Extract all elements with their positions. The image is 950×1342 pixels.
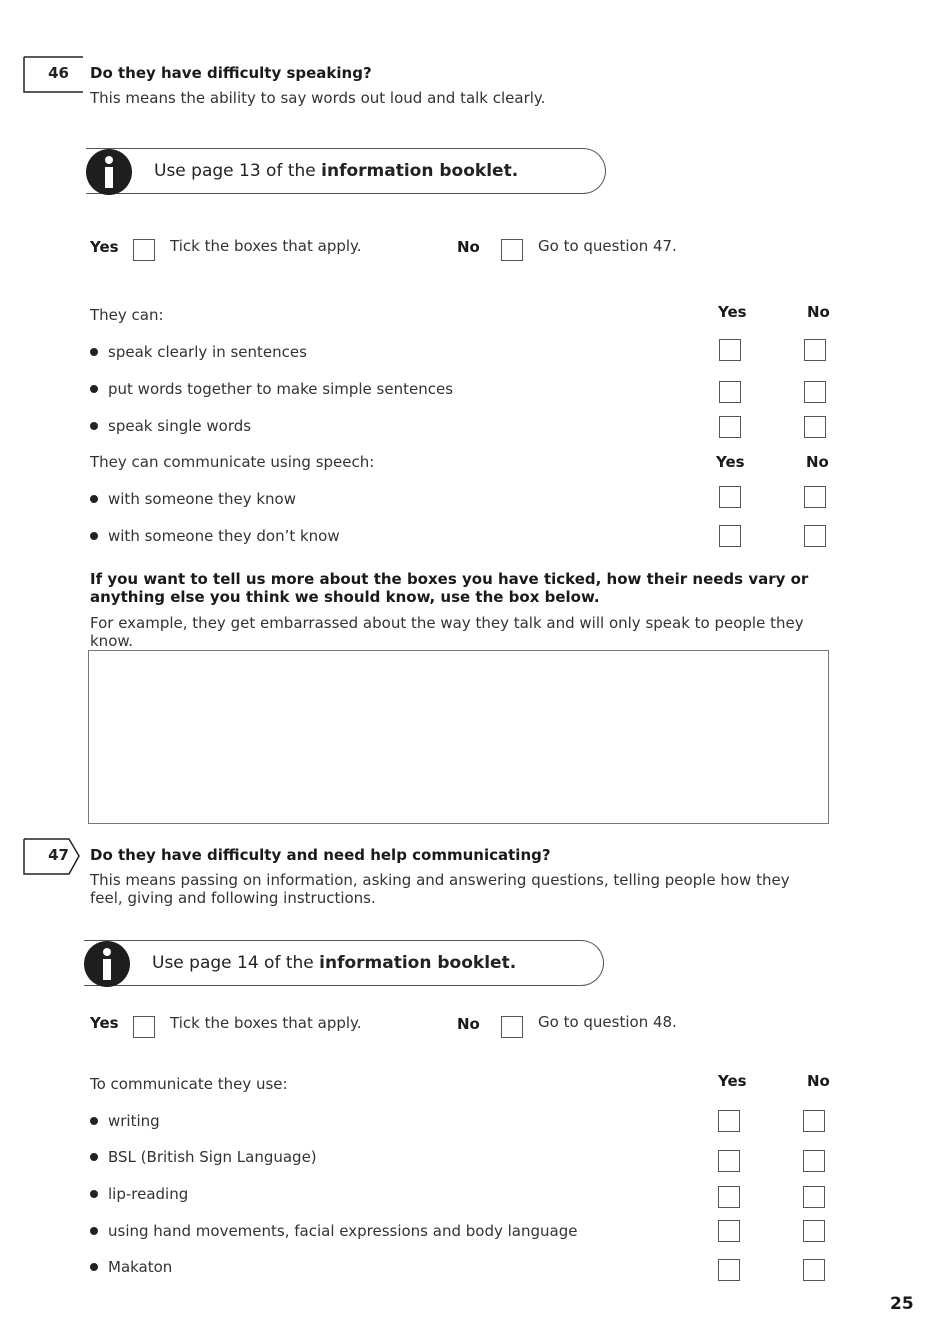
q47-col-yes: Yes	[718, 1072, 747, 1090]
q47-item5-no-checkbox[interactable]	[803, 1259, 825, 1281]
q46-item4-yes-checkbox[interactable]	[719, 486, 741, 508]
list-item: Makaton	[90, 1258, 172, 1276]
q46-item2-yes-checkbox[interactable]	[719, 381, 741, 403]
question-number-47: 47	[23, 838, 73, 874]
q46-item5-yes-checkbox[interactable]	[719, 525, 741, 547]
q46-group2-intro: They can communicate using speech:	[90, 453, 375, 471]
list-item: with someone they know	[90, 490, 296, 508]
q46-item3-no-checkbox[interactable]	[804, 416, 826, 438]
bullet-icon	[90, 495, 98, 503]
q47-no-instruction: Go to question 48.	[538, 1013, 677, 1031]
info-icon	[84, 941, 130, 987]
list-item: using hand movements, facial expressions and body language	[90, 1222, 577, 1240]
info-callout-text: Use page 14 of the information booklet.	[152, 953, 517, 973]
q46-col-yes-2: Yes	[716, 453, 745, 471]
info-callout-text: Use page 13 of the information booklet.	[154, 161, 519, 181]
q46-yes-instruction: Tick the boxes that apply.	[170, 237, 362, 255]
q47-yes-label: Yes	[90, 1014, 119, 1032]
q46-item1-yes-checkbox[interactable]	[719, 339, 741, 361]
q46-more-info-example: For example, they get embarrassed about the way they talk and will only speak to people they know.	[90, 614, 804, 650]
q46-col-no-2: No	[806, 453, 829, 471]
q47-item4-no-checkbox[interactable]	[803, 1220, 825, 1242]
list-item: lip-reading	[90, 1185, 188, 1203]
bullet-icon	[90, 385, 98, 393]
list-item: put words together to make simple sentences	[90, 380, 453, 398]
q46-item1-no-checkbox[interactable]	[804, 339, 826, 361]
q46-col-no-1: No	[807, 303, 830, 321]
q47-col-no: No	[807, 1072, 830, 1090]
question-47-title: Do they have difficulty and need help communicating?	[90, 846, 551, 864]
info-booklet-callout-46	[86, 148, 606, 194]
question-number-46: 46	[23, 56, 73, 92]
q46-yes-label: Yes	[90, 238, 119, 256]
bullet-icon	[90, 532, 98, 540]
q47-item2-yes-checkbox[interactable]	[718, 1150, 740, 1172]
bullet-icon	[90, 422, 98, 430]
q46-more-info-textarea[interactable]	[88, 650, 829, 824]
bullet-icon	[90, 1117, 98, 1125]
q46-more-info-instruction: If you want to tell us more about the boxes you have ticked, how their needs vary or anything else you think we should know, use the box below.	[90, 570, 809, 606]
bullet-icon	[90, 1153, 98, 1161]
q46-col-yes-1: Yes	[718, 303, 747, 321]
q47-item5-yes-checkbox[interactable]	[718, 1259, 740, 1281]
info-icon	[86, 149, 132, 195]
q47-item1-no-checkbox[interactable]	[803, 1110, 825, 1132]
list-item: speak single words	[90, 417, 251, 435]
list-item: with someone they don’t know	[90, 527, 340, 545]
list-item: BSL (British Sign Language)	[90, 1148, 317, 1166]
bullet-icon	[90, 1190, 98, 1198]
q47-group-intro: To communicate they use:	[90, 1075, 288, 1093]
info-booklet-callout-47	[84, 940, 604, 986]
q46-group1-intro: They can:	[90, 306, 164, 324]
q46-item3-yes-checkbox[interactable]	[719, 416, 741, 438]
q47-item4-yes-checkbox[interactable]	[718, 1220, 740, 1242]
q46-no-label: No	[457, 238, 480, 256]
q47-item3-no-checkbox[interactable]	[803, 1186, 825, 1208]
q46-no-checkbox[interactable]	[501, 239, 523, 261]
q47-no-label: No	[457, 1015, 480, 1033]
q46-no-instruction: Go to question 47.	[538, 237, 677, 255]
bullet-icon	[90, 1263, 98, 1271]
q47-item3-yes-checkbox[interactable]	[718, 1186, 740, 1208]
q46-item2-no-checkbox[interactable]	[804, 381, 826, 403]
question-46-title: Do they have difficulty speaking?	[90, 64, 372, 82]
question-46-description: This means the ability to say words out loud and talk clearly.	[90, 89, 546, 107]
page-number: 25	[890, 1294, 914, 1314]
bullet-icon	[90, 348, 98, 356]
q47-yes-checkbox[interactable]	[133, 1016, 155, 1038]
q46-item5-no-checkbox[interactable]	[804, 525, 826, 547]
list-item: writing	[90, 1112, 160, 1130]
q47-item2-no-checkbox[interactable]	[803, 1150, 825, 1172]
question-47-description: This means passing on information, asking and answering questions, telling people how they feel, giving and following instructions.	[90, 871, 790, 907]
q46-yes-checkbox[interactable]	[133, 239, 155, 261]
q47-yes-instruction: Tick the boxes that apply.	[170, 1014, 362, 1032]
bullet-icon	[90, 1227, 98, 1235]
q47-item1-yes-checkbox[interactable]	[718, 1110, 740, 1132]
q47-no-checkbox[interactable]	[501, 1016, 523, 1038]
list-item: speak clearly in sentences	[90, 343, 307, 361]
q46-item4-no-checkbox[interactable]	[804, 486, 826, 508]
